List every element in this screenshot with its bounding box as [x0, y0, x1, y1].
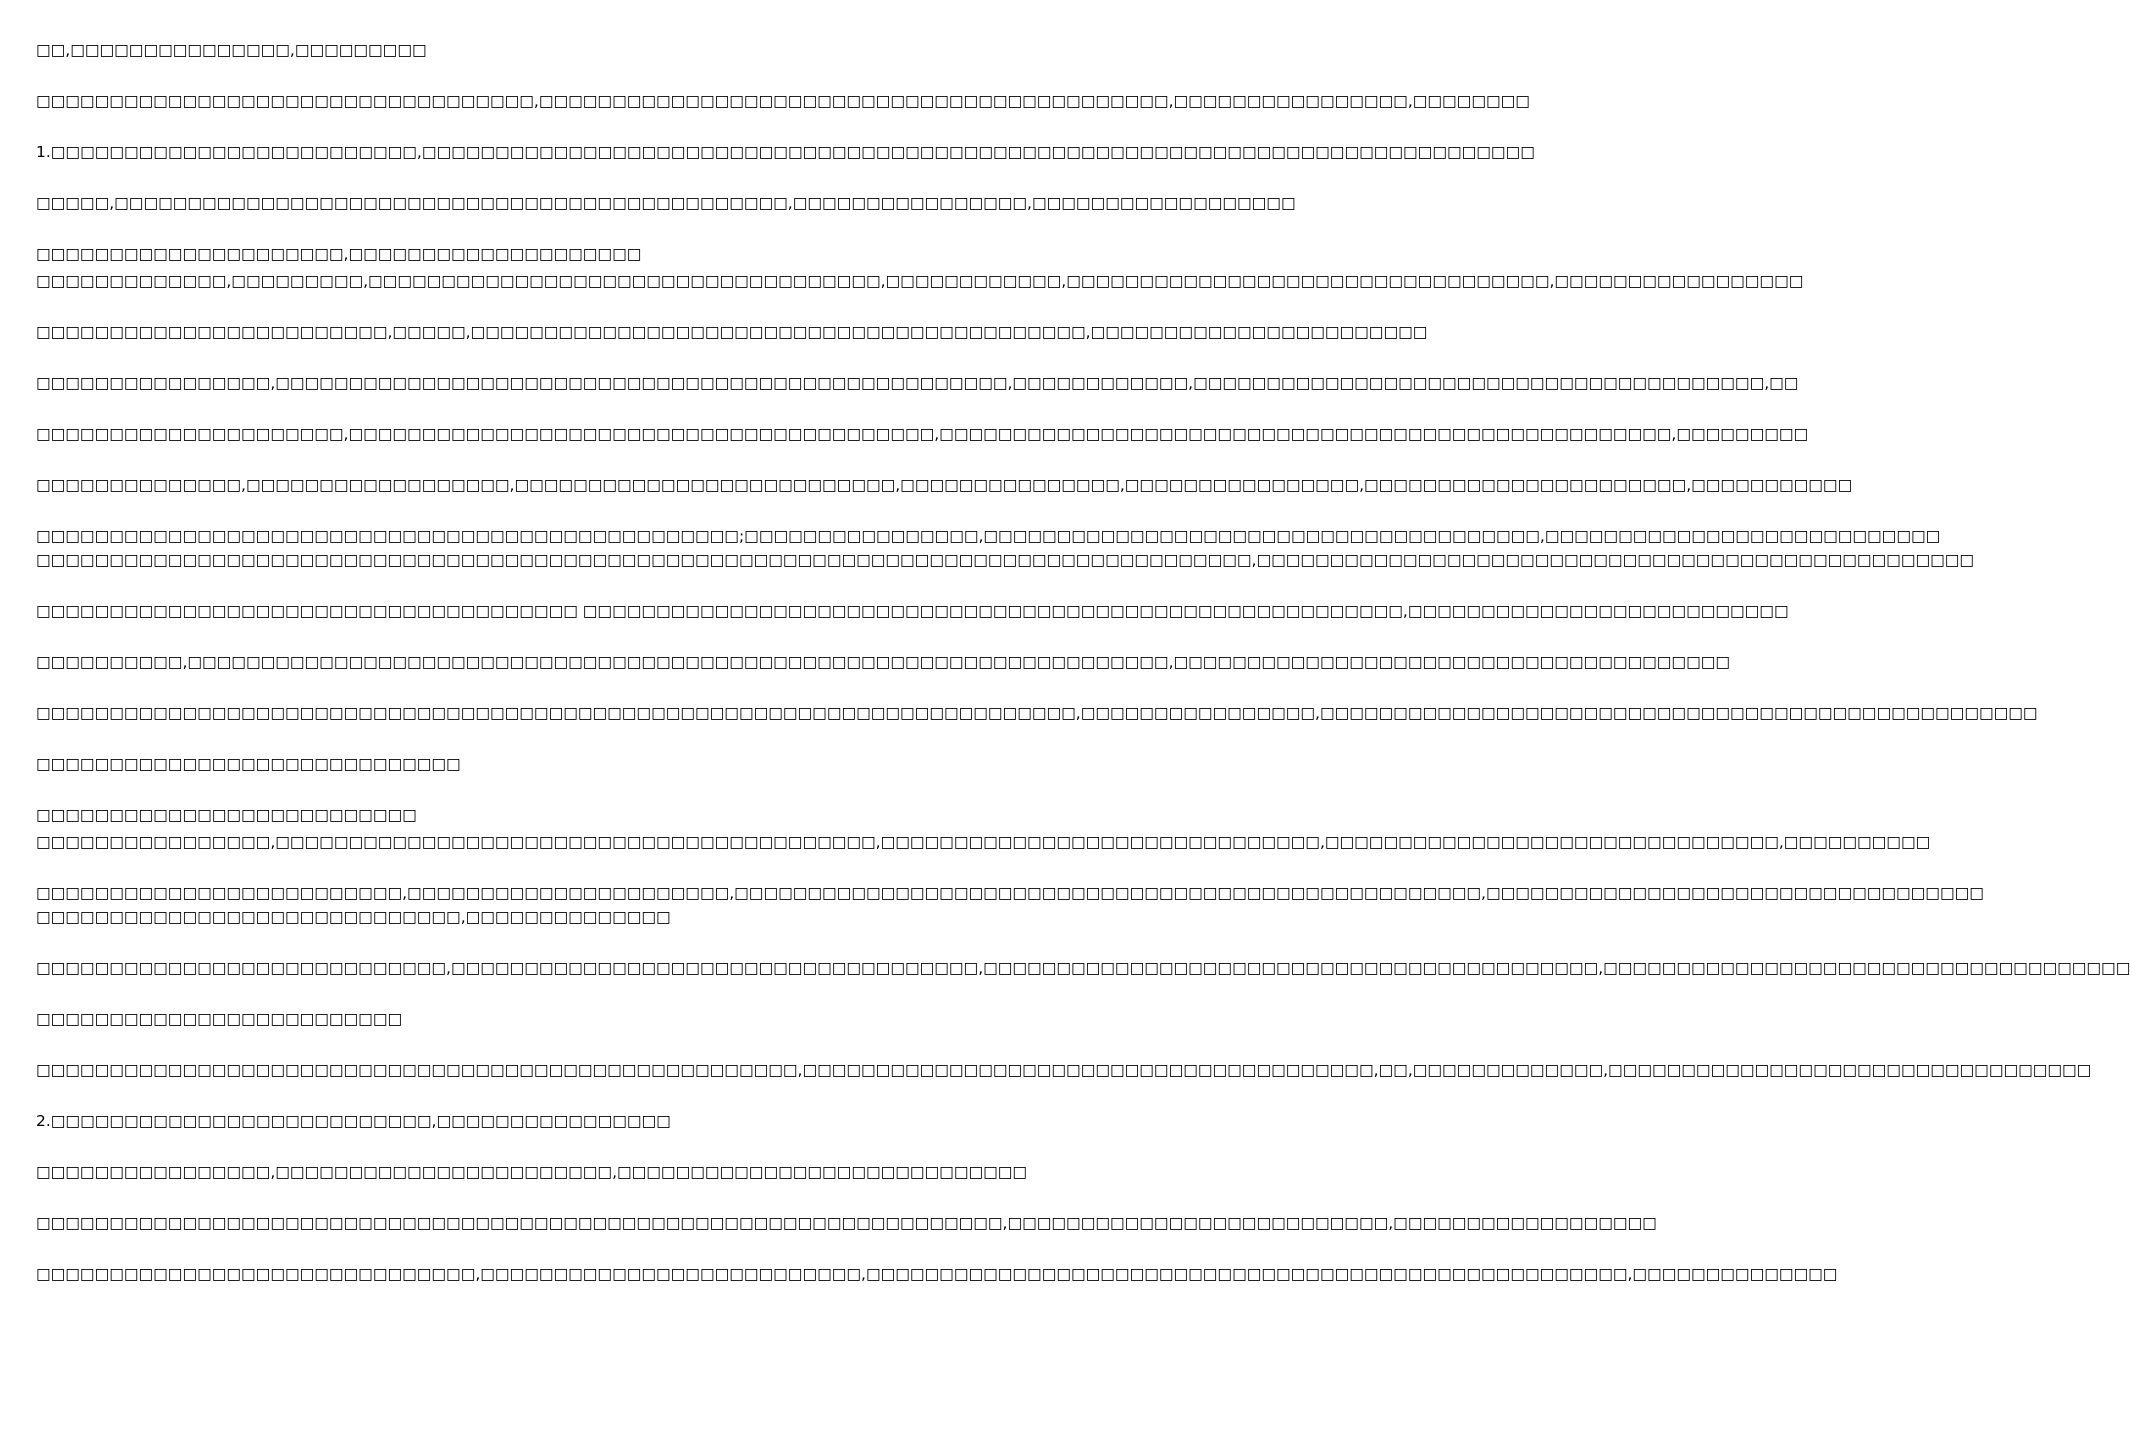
paragraph-p13: □□□□□□□□□□,□□□□□□□□□□□□□□□□□□□□□□□□□□□□□□□□□□□□□□□□□□□□□□□□□□□□□□□□□□□□□□□□□□□,□□□□□□□□□□□□□□□□□□□□□□□□□□□□□□□□□□□□□□ — [36, 653, 1731, 671]
paragraph-p15: □□□□□□□□□□□□□□□□□□□□□□□□□□□□□ — [36, 755, 461, 773]
paragraph-p23: □□□□□□□□□□□□□□□□,□□□□□□□□□□□□□□□□□□□□□□□,□□□□□□□□□□□□□□□□□□□□□□□□□□□□ — [36, 1163, 1028, 1181]
paragraph-p20: □□□□□□□□□□□□□□□□□□□□□□□□□ — [36, 1010, 403, 1028]
paragraph-p12: □□□□□□□□□□□□□□□□□□□□□□□□□□□□□□□□□□□□□ □□□□□□□□□□□□□□□□□□□□□□□□□□□□□□□□□□□□□□□□□□□□□□□□□□□□□□□□,□□□□□□□□□□□□□□□□□□□□□□□□□□ — [36, 602, 1789, 620]
paragraph-p16: □□□□□□□□□□□□□□□□□□□□□□□□□□ — [36, 806, 417, 824]
paragraph-p1: □□,□□□□□□□□□□□□□□□,□□□□□□□□□ — [36, 41, 427, 59]
paragraph-p9: □□□□□□□□□□□□□□□□□□□□□,□□□□□□□□□□□□□□□□□□□□□□□□□□□□□□□□□□□□□□□□,□□□□□□□□□□□□□□□□□□□□□□□□□□□□□□□□□□□□□□□□□□□□□□□□□□,□□□□□□□□□ — [36, 425, 1809, 443]
paragraph-p6: □□□□□□□□□□□□□,□□□□□□□□□,□□□□□□□□□□□□□□□□□□□□□□□□□□□□□□□□□□□,□□□□□□□□□□□□,□□□□□□□□□□□□□□□□□□□□□□□□□□□□□□□□□,□□□□□□□□□□□□□□□□□ — [36, 272, 1804, 290]
paragraph-p2: □□□□□□□□□□□□□□□□□□□□□□□□□□□□□□□□□□,□□□□□□□□□□□□□□□□□□□□□□□□□□□□□□□□□□□□□□□□□□□,□□□□□□□□□□□□□□□□,□□□□□□□□ — [36, 92, 1530, 110]
paragraph-p24: □□□□□□□□□□□□□□□□□□□□□□□□□□□□□□□□□□□□□□□□□□□□□□□□□□□□□□□□□□□□□□□□□□,□□□□□□□□□□□□□□□□□□□□□□□□□□,□□□□□□□□□□□□□□□□□□ — [36, 1214, 1657, 1232]
paragraph-p8: □□□□□□□□□□□□□□□□,□□□□□□□□□□□□□□□□□□□□□□□□□□□□□□□□□□□□□□□□□□□□□□□□□□,□□□□□□□□□□□□,□□□□□□□□□□□□□□□□□□□□□□□□□□□□□□□□□□□□□□□,□□ — [36, 374, 1799, 392]
paragraph-p19: □□□□□□□□□□□□□□□□□□□□□□□□□□□□,□□□□□□□□□□□□□□□□□□□□□□□□□□□□□□□□□□□□,□□□□□□□□□□□□□□□□□□□□□□□□□□□□□□□□□□□□□□□□□□,□□□□□□□□□□□□□□□□□□□□□□□□□□□□□□□□□□□□ — [36, 959, 2130, 977]
paragraph-p14: □□□□□□□□□□□□□□□□□□□□□□□□□□□□□□□□□□□□□□□□□□□□□□□□□□□□□□□□□□□□□□□□□□□□□□□,□□□□□□□□□□□□□□□□,□□□□□□□□□□□□□□□□□□□□□□□□□□□□□□□□□□□□□□□□□□□□□□□□□ — [36, 704, 2038, 722]
paragraph-p3: 1.□□□□□□□□□□□□□□□□□□□□□□□□□,□□□□□□□□□□□□□□□□□□□□□□□□□□□□□□□□□□□□□□□□□□□□□□□□□□□□□□□□□□□□□□□□□□□□□□□□□□□□ — [36, 143, 1535, 161]
paragraph-p7: □□□□□□□□□□□□□□□□□□□□□□□□,□□□□□,□□□□□□□□□□□□□□□□□□□□□□□□□□□□□□□□□□□□□□□□□□,□□□□□□□□□□□□□□□□□□□□□□□ — [36, 323, 1428, 341]
paragraph-p18 — [36, 881, 1984, 929]
paragraph-p21: □□□□□□□□□□□□□□□□□□□□□□□□□□□□□□□□□□□□□□□□□□□□□□□□□□□□,□□□□□□□□□□□□□□□□□□□□□□□□□□□□□□□□□□□□□□□,□□,□□□□□□□□□□□□□,□□□□□□□□□□□□□□□□□□□□□□□□□□□□□□□□□ — [36, 1061, 2092, 1079]
paragraph-line: □□□□□□□□□□□□□□□□□□□□□□□□□□□□□,□□□□□□□□□□□□□□ — [36, 908, 671, 926]
paragraph-p10: □□□□□□□□□□□□□□,□□□□□□□□□□□□□□□□□□,□□□□□□□□□□□□□□□□□□□□□□□□□□,□□□□□□□□□□□□□□□,□□□□□□□□□□□□□□□□,□□□□□□□□□□□□□□□□□□□□□□,□□□□□□□□□□□ — [36, 476, 1853, 494]
paragraph-p17: □□□□□□□□□□□□□□□□,□□□□□□□□□□□□□□□□□□□□□□□□□□□□□□□□□□□□□□□□□,□□□□□□□□□□□□□□□□□□□□□□□□□□□□□□,□□□□□□□□□□□□□□□□□□□□□□□□□□□□□□□,□□□□□□□□□□ — [36, 833, 1931, 851]
paragraph-p22: 2.□□□□□□□□□□□□□□□□□□□□□□□□□□,□□□□□□□□□□□□□□□□ — [36, 1112, 671, 1130]
document-page — [36, 38, 2130, 1418]
paragraph-line: □□□□□□□□□□□□□□□□□□□□□□□□□□□□□□□□□□□□□□□□□□□□□□□□□□□□□□□□□□□□□□□□□□□□□□□□□□□□□□□□□□□,□□□□□□□□□□□□□□□□□□□□□□□□□□□□□□□□□□□□□□□□□□□□□□□□□ — [36, 551, 1975, 569]
paragraph-p25: □□□□□□□□□□□□□□□□□□□□□□□□□□□□□□,□□□□□□□□□□□□□□□□□□□□□□□□□□,□□□□□□□□□□□□□□□□□□□□□□□□□□□□□□□□□□□□□□□□□□□□□□□□□□□□,□□□□□□□□□□□□□□ — [36, 1265, 1838, 1283]
paragraph-p5: □□□□□□□□□□□□□□□□□□□□□,□□□□□□□□□□□□□□□□□□□□ — [36, 245, 642, 263]
paragraph-p11 — [36, 524, 1975, 572]
paragraph-line: □□□□□□□□□□□□□□□□□□□□□□□□□,□□□□□□□□□□□□□□□□□□□□□□,□□□□□□□□□□□□□□□□□□□□□□□□□□□□□□□□□□□□□□□□□□□□□□□□□□□,□□□□□□□□□□□□□□□□□□□□□□□□□□□□□□□□□□ — [36, 884, 1984, 902]
paragraph-line: □□□□□□□□□□□□□□□□□□□□□□□□□□□□□□□□□□□□□□□□□□□□□□□□;□□□□□□□□□□□□□□□□,□□□□□□□□□□□□□□□□□□□□□□□□□□□□□□□□□□□□□□,□□□□□□□□□□□□□□□□□□□□□□□□□□□ — [36, 527, 1941, 545]
paragraph-p4: □□□□□,□□□□□□□□□□□□□□□□□□□□□□□□□□□□□□□□□□□□□□□□□□□□□□,□□□□□□□□□□□□□□□□,□□□□□□□□□□□□□□□□□□ — [36, 194, 1296, 212]
